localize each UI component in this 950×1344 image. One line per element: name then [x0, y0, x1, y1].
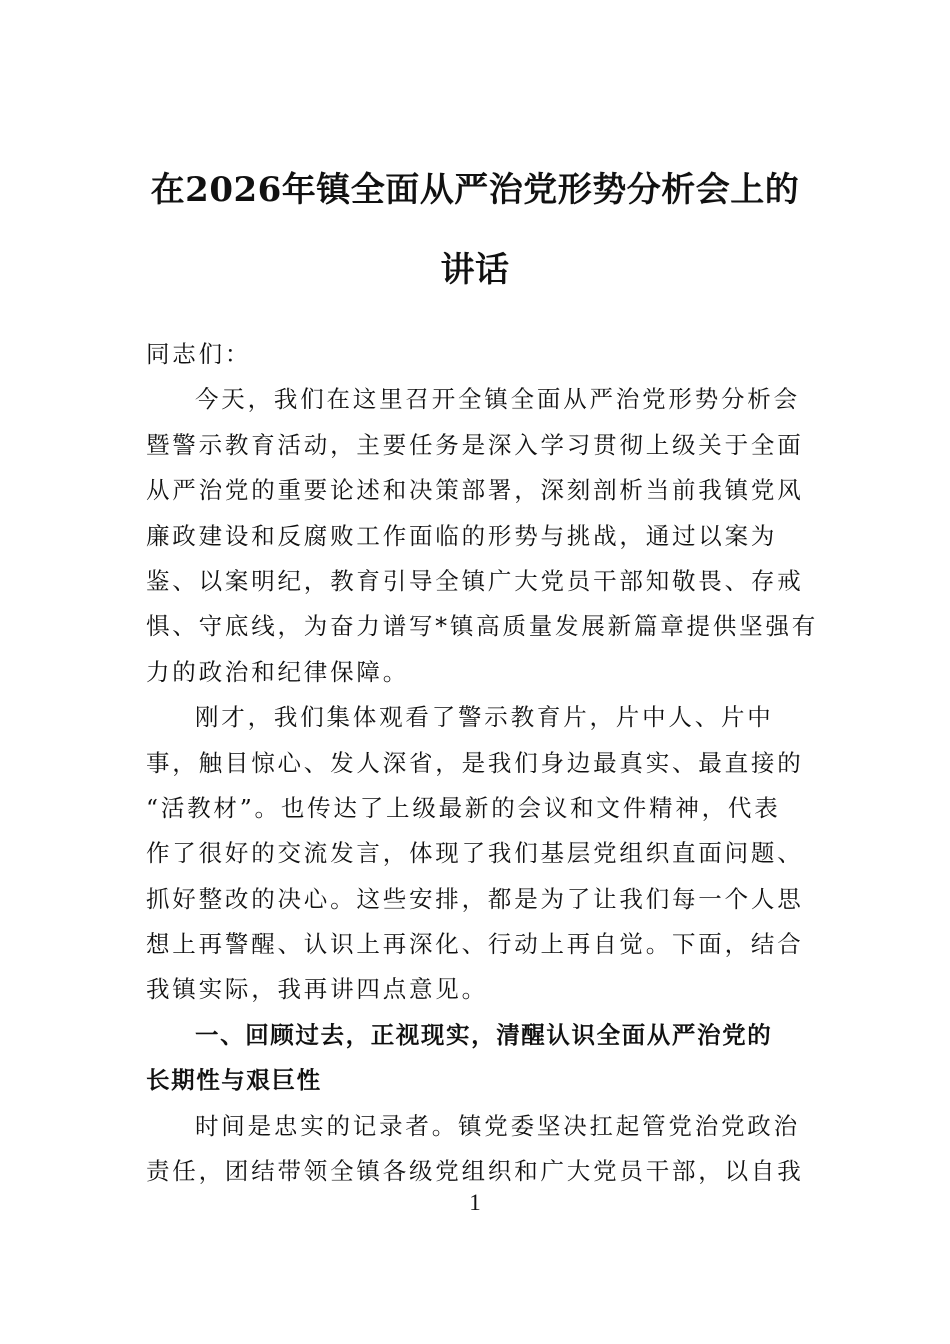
title-line: 在2026年镇全面从严治党形势分析会上的	[150, 170, 800, 210]
heading-line: 一、回顾过去，正视现实，清醒认识全面从严治党的	[195, 1020, 773, 1049]
paragraph-intro	[146, 377, 819, 695]
document-title	[100, 150, 850, 310]
paragraph-line: 抓好整改的决心。这些安排，都是为了让我们每一个人思	[146, 884, 804, 913]
paragraph-line: 刚才，我们集体观看了警示教育片，片中人、片中	[195, 703, 774, 732]
paragraph-review	[146, 695, 806, 1013]
paragraph-section-1	[146, 1104, 806, 1195]
paragraph-line: 时间是忠实的记录者。镇党委坚决扛起管党治党政治	[195, 1111, 800, 1140]
title-line: 讲话	[440, 250, 510, 290]
salutation: 同志们：	[146, 340, 252, 368]
paragraph-line: 我镇实际，我再讲四点意见。	[146, 975, 488, 1004]
paragraph-line: 事，触目惊心、发人深省，是我们身边最真实、最直接的	[146, 748, 804, 777]
paragraph-line: 想上再警醒、认识上再深化、行动上再自觉。下面，结合	[146, 930, 804, 959]
section-heading-1	[146, 1013, 806, 1104]
paragraph-line: 今天，我们在这里召开全镇全面从严治党形势分析会	[195, 385, 800, 414]
paragraph-line: “活教材”。也传达了上级最新的会议和文件精神，代表	[146, 793, 781, 822]
paragraph-line: 廉政建设和反腐败工作面临的形势与挑战，通过以案为	[146, 521, 778, 550]
heading-line: 长期性与艰巨性	[146, 1066, 322, 1095]
paragraph-line: 惧、守底线，为奋力谱写*镇高质量发展新篇章提供坚强有	[146, 612, 819, 641]
paragraph-line: 暨警示教育活动，主要任务是深入学习贯彻上级关于全面	[146, 430, 804, 459]
document-body	[146, 332, 819, 1194]
paragraph-line: 从严治党的重要论述和决策部署，深刻剖析当前我镇党风	[146, 476, 804, 505]
paragraph-line: 鉴、以案明纪，教育引导全镇广大党员干部知敬畏、存戒	[146, 566, 804, 595]
paragraph-line: 力的政治和纪律保障。	[146, 657, 409, 686]
page-number: 1	[469, 1190, 481, 1215]
paragraph-line: 作了很好的交流发言，体现了我们基层党组织直面问题、	[146, 839, 804, 868]
paragraph-line: 责任，团结带领全镇各级党组织和广大党员干部，以自我	[146, 1157, 804, 1186]
